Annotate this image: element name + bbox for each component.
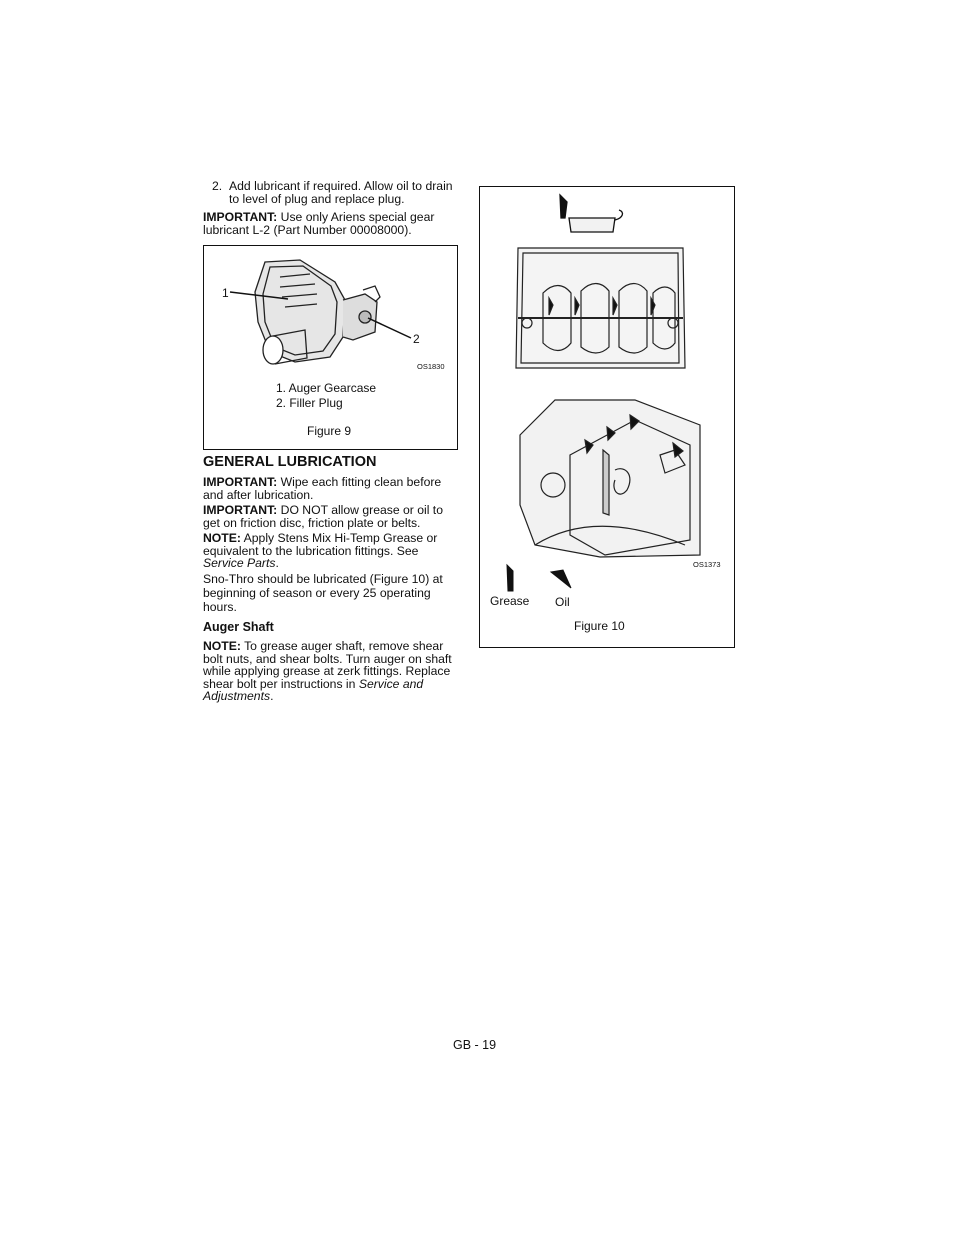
- figure-10-code: OS1373: [693, 560, 721, 569]
- callout-leader-2: [368, 318, 413, 340]
- service-adjustments-ref: Service and Adjustments: [203, 676, 424, 703]
- important-wipe-fittings: [203, 476, 461, 501]
- step-number: 2.: [212, 179, 223, 193]
- legend-filler-plug: 2. Filler Plug: [276, 396, 343, 410]
- figure-9-code: OS1830: [417, 362, 445, 371]
- auger-shaft-note: [203, 640, 461, 703]
- note-end: .: [270, 689, 274, 703]
- drive-mechanism-illustration: [515, 395, 705, 560]
- callout-1: 1: [222, 286, 229, 300]
- callout-2: 2: [413, 332, 420, 346]
- important-text: DO NOT allow grease or oil to get on friction disc, friction plate or belts.: [203, 503, 443, 530]
- oil-icon: [549, 566, 573, 590]
- note-grease: [203, 532, 461, 570]
- note-text: To grease auger shaft, remove shear bolt nuts, and shear bolts. Turn auger on shaft while applying grease at zerk fittings. Replace shear bolt per instructions in: [203, 639, 452, 691]
- important-label: IMPORTANT:: [203, 475, 278, 489]
- important-gear-lubricant: [203, 211, 461, 236]
- general-lubrication-heading: GENERAL LUBRICATION: [203, 454, 377, 470]
- figure-9-caption: Figure 9: [307, 424, 352, 438]
- auger-housing-illustration: [513, 243, 688, 373]
- step-2: [212, 180, 462, 205]
- important-text: Use only Ariens special gear lubricant L-2 (Part Number 00008000).: [203, 210, 435, 237]
- note-label: NOTE:: [203, 531, 241, 545]
- legend-auger-gearcase: 1. Auger Gearcase: [276, 381, 377, 395]
- note-text: Apply Stens Mix Hi-Temp Grease or equivalent to the lubrication fittings. See: [203, 531, 438, 558]
- service-parts-ref: Service Parts: [203, 556, 276, 570]
- auger-gearcase-illustration: [225, 252, 435, 372]
- grease-gun-top-illustration: [555, 192, 630, 237]
- important-label: IMPORTANT:: [203, 503, 278, 517]
- page-number: GB - 19: [453, 1038, 497, 1052]
- important-label: IMPORTANT:: [203, 210, 278, 224]
- grease-label: Grease: [490, 594, 530, 608]
- oil-label: Oil: [555, 595, 570, 609]
- sno-thro-schedule: Sno-Thro should be lubricated (Figure 10) at beginning of season or every 25 operating hours.: [203, 572, 443, 614]
- figure-10-caption: Figure 10: [574, 619, 625, 633]
- auger-shaft-heading: Auger Shaft: [203, 620, 274, 634]
- grease-icon: [503, 563, 521, 595]
- callout-leader-1: [230, 288, 290, 302]
- important-text: Wipe each fitting clean before and after lubrication.: [203, 475, 442, 502]
- note-end: .: [275, 556, 279, 570]
- step-text: Add lubricant if required. Allow oil to drain to level of plug and replace plug.: [229, 179, 453, 206]
- important-no-grease: [203, 504, 461, 529]
- note-label: NOTE:: [203, 639, 241, 653]
